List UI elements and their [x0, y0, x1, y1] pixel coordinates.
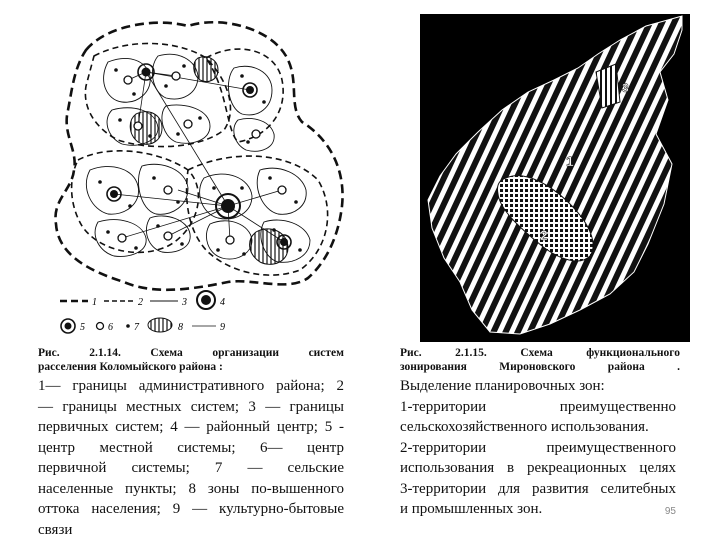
legend-key-1: 1 [92, 297, 97, 308]
figure-2-1-15-legend-text [400, 376, 676, 520]
legend-line: населенные пункты; 8 зоны по-вышенного [38, 480, 344, 497]
zone-3-label: 3 [622, 81, 629, 95]
legend-line: связи [38, 521, 73, 538]
caption-line: зонирования Мироновского района . [400, 361, 680, 373]
legend-line: центр местной системы; 6— центр [38, 439, 344, 456]
legend-line: 3-территории для развития селитебных [400, 480, 676, 497]
legend-key-5: 5 [80, 322, 85, 333]
legend-line: и промышленных зон. [400, 501, 543, 517]
legend-key-8: 8 [178, 322, 183, 333]
legend-line: первичных систем; 4 — районный центр; 5 - [38, 419, 344, 435]
page-number: 95 [664, 506, 676, 517]
legend-key-7: 7 [134, 322, 139, 333]
outflow-zones [130, 57, 288, 265]
figure-2-1-15-caption [400, 346, 680, 374]
zoning-map-figure [420, 14, 690, 342]
legend-line: — границы местных систем; 3 — границы [38, 398, 344, 415]
figure-2-1-14-legend-text [38, 376, 344, 540]
legend-line: 1-территории преимущественно [400, 398, 676, 415]
caption-line: Рис. 2.1.14. Схема организации систем [38, 347, 344, 359]
local-system-centers [107, 64, 291, 249]
legend-key-2: 2 [138, 297, 143, 308]
settlement-scheme-figure [38, 10, 354, 340]
caption-line: Рис. 2.1.15. Схема функционального [400, 347, 680, 359]
primary-system-centers [118, 72, 286, 244]
legend-line: 2-территории преимущественного [400, 439, 676, 456]
legend-line: оттока населения; 9 — культурно-бытовые [38, 501, 344, 517]
zone-2-label: 2 [540, 227, 548, 243]
legend-key-9: 9 [220, 322, 225, 333]
legend-line: первичной системы; 7 — сельские [38, 460, 344, 476]
zone-1-label: 1 [566, 153, 574, 169]
legend-key-6: 6 [108, 322, 113, 333]
caption-line: расселения Коломыйского района : [38, 361, 223, 373]
legend-line: Выделение планировочных зон: [400, 378, 605, 394]
figure-legend [60, 291, 225, 333]
legend-line: сельскохозяйственного использования. [400, 419, 649, 435]
legend-line: 1— границы административного района; 2 [38, 378, 344, 394]
legend-key-4: 4 [220, 297, 225, 308]
figure-2-1-14-caption [38, 346, 344, 374]
legend-key-3: 3 [182, 297, 187, 308]
district-center [216, 194, 240, 218]
legend-line: использования в рекреационных целях [400, 460, 676, 476]
